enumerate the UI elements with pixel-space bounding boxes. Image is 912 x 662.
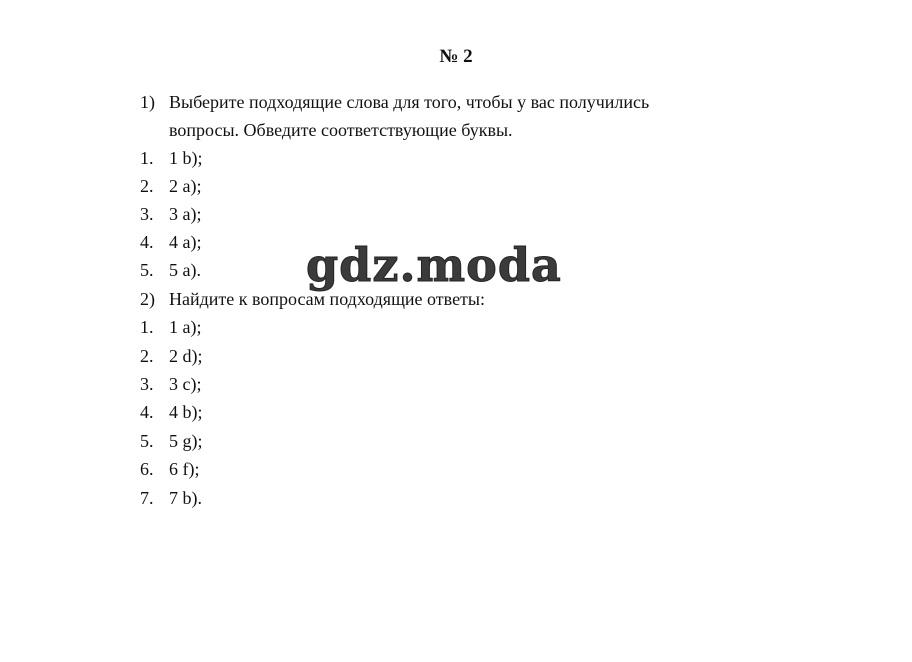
watermark-logo: gdz.moda bbox=[306, 238, 562, 292]
list-item-number: 6. bbox=[140, 459, 154, 479]
list-item-number: 7. bbox=[140, 488, 154, 508]
task2-text: Найдите к вопросам подходящие ответы: bbox=[169, 289, 486, 309]
task2-number: 2) bbox=[140, 289, 155, 309]
task1-text-line2: вопросы. Обведите соответствующие буквы. bbox=[169, 120, 513, 140]
list-item-answer: 2 d); bbox=[169, 346, 203, 366]
list-item-answer: 2 a); bbox=[169, 176, 202, 196]
list-item-answer: 1 a); bbox=[169, 317, 202, 337]
list-item-answer: 5 g); bbox=[169, 431, 203, 451]
list-item-answer: 3 a); bbox=[169, 204, 202, 224]
list-item-number: 3. bbox=[140, 204, 154, 224]
list-item-number: 2. bbox=[140, 176, 154, 196]
list-item-number: 5. bbox=[140, 431, 154, 451]
list-item-number: 4. bbox=[140, 402, 154, 422]
list-item-answer: 3 c); bbox=[169, 374, 202, 394]
list-item-number: 5. bbox=[140, 260, 154, 280]
list-item-answer: 4 b); bbox=[169, 402, 203, 422]
exercise-title: № 2 bbox=[439, 46, 473, 67]
task1-text-line1: Выберите подходящие слова для того, чтобы у вас получились bbox=[169, 92, 650, 112]
list-item-number: 4. bbox=[140, 232, 154, 252]
list-item-number: 1. bbox=[140, 148, 154, 168]
list-item-answer: 6 f); bbox=[169, 459, 200, 479]
list-item-number: 1. bbox=[140, 317, 154, 337]
list-item-answer: 7 b). bbox=[169, 488, 202, 508]
list-item-answer: 4 a); bbox=[169, 232, 202, 252]
list-item-number: 2. bbox=[140, 346, 154, 366]
list-item-number: 3. bbox=[140, 374, 154, 394]
list-item-answer: 5 a). bbox=[169, 260, 201, 280]
list-item-answer: 1 b); bbox=[169, 148, 203, 168]
task1-number: 1) bbox=[140, 92, 155, 112]
